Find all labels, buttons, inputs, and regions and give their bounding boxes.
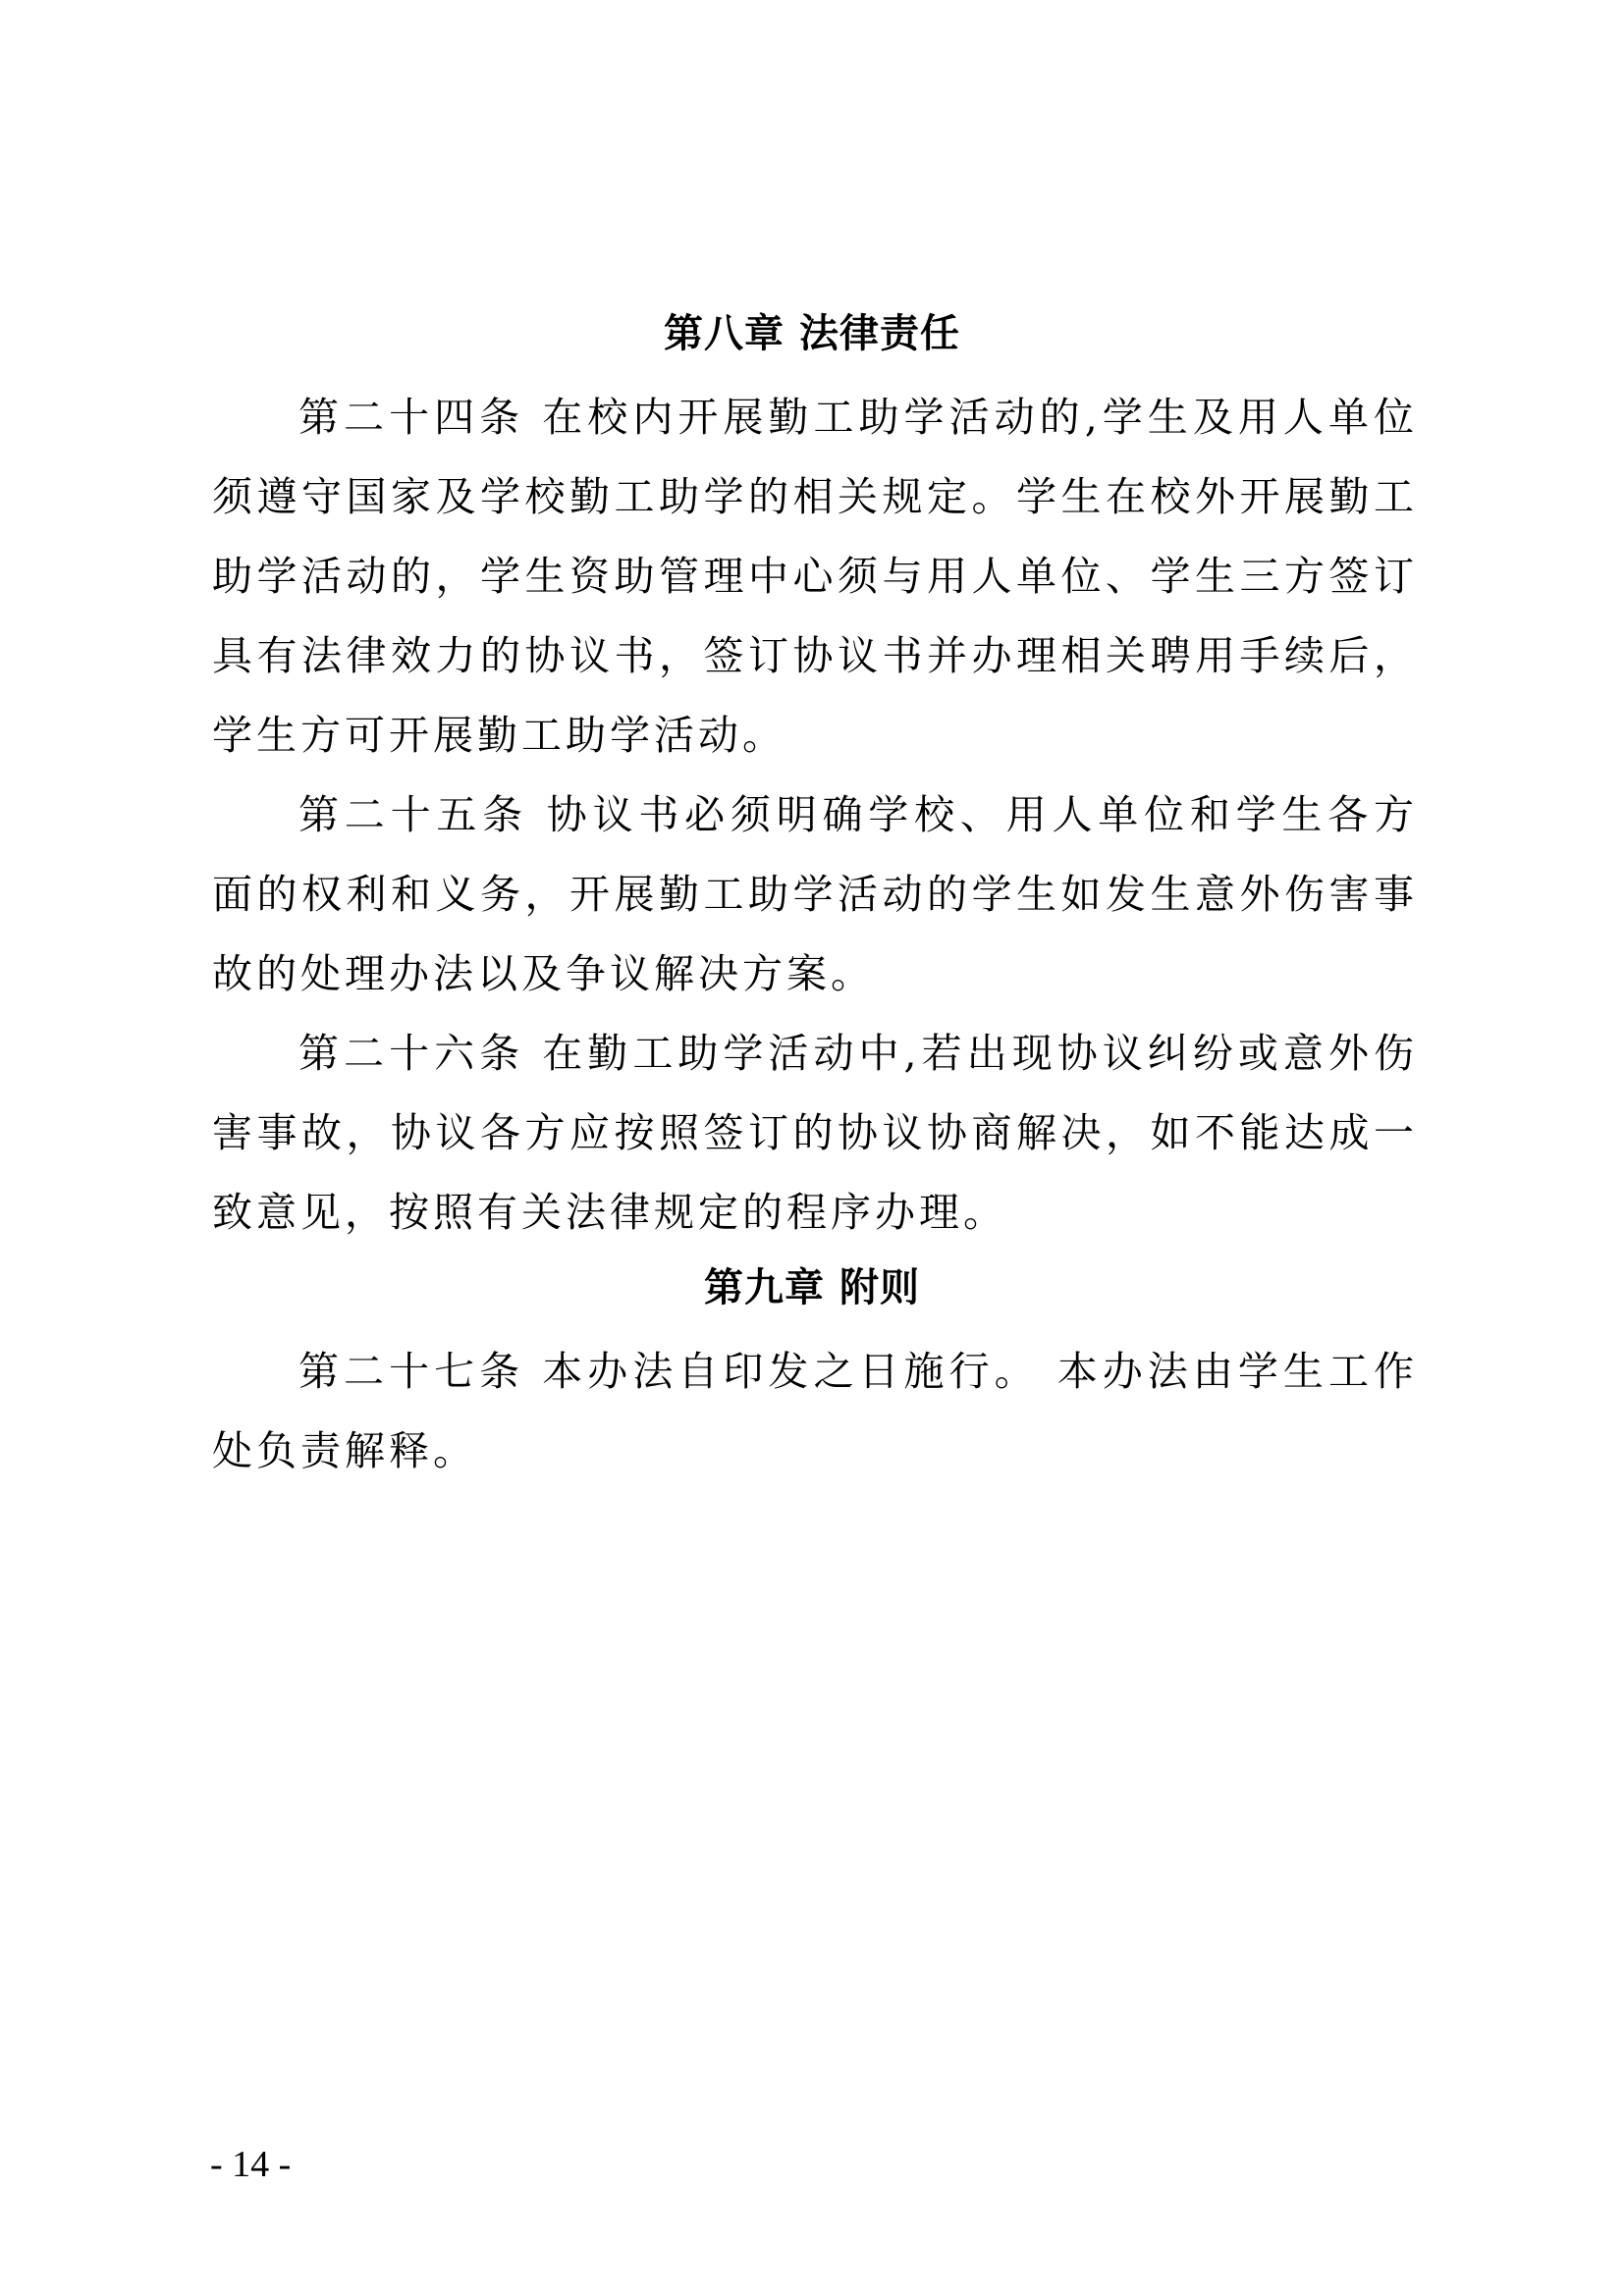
article-24: 第二十四条 在校内开展勤工助学活动的,学生及用人单位须遵守国家及学校勤工助学的相关规定。学生在校外开展勤工助学活动的，学生资助管理中心须与用人单位、学生三方签订具有法律效力的协议书，签订协议书并办理相关聘用手续后，学生方可开展勤工助学活动。 [212,394,1418,759]
chapter-9-heading: 第九章 附则 [704,1265,920,1310]
chapter-8-heading: 第八章 法律责任 [664,311,960,356]
article-27: 第二十七条 本办法自印发之日施行。 本办法由学生工作处负责解释。 [212,1348,1418,1474]
page-number: - 14 - [210,2144,292,2185]
article-26: 第二十六条 在勤工助学活动中,若出现协议纠纷或意外伤害事故，协议各方应按照签订的协议协商解决，如不能达成一致意见，按照有关法律规定的程序办理。 [212,1030,1418,1236]
article-25: 第二十五条 协议书必须明确学校、用人单位和学生各方面的权利和义务，开展勤工助学活动的学生如发生意外伤害事故的处理办法以及争议解决方案。 [212,791,1418,997]
